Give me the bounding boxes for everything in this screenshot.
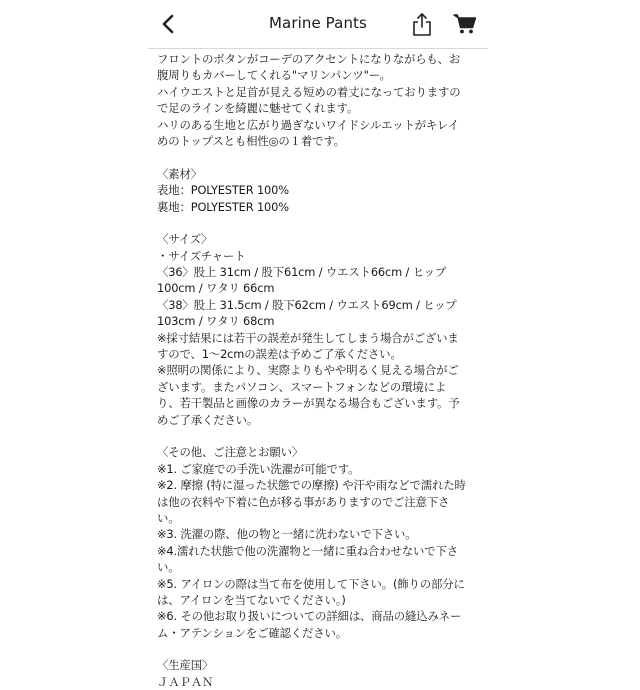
notes-line: ※6. その他お取り扱いについての詳細は、商品の縫込みネー	[157, 609, 462, 624]
spacer	[157, 641, 482, 657]
size-heading: 〈サイズ〉	[157, 232, 213, 247]
spacer	[157, 149, 482, 165]
notes-line: い。	[157, 510, 180, 525]
cart-button[interactable]	[453, 13, 477, 35]
size-line: ※照明の関係により、実際よりもやや明るく見える場合がご	[157, 363, 459, 378]
size-line: すので、1〜2cmの誤差は予めご了承ください。	[157, 347, 402, 362]
origin-value: ＪＡＰＡＮ	[157, 674, 214, 689]
product-description	[157, 51, 482, 690]
notes-line: ム・アテンションをご確認ください。	[157, 625, 348, 640]
nav-header	[148, 0, 488, 49]
notes-line: ※1. ご家庭での手洗い洗濯が可能です。	[157, 461, 360, 476]
notes-line: は、アイロンを当てないでください。)	[157, 592, 346, 607]
size-line: 〈36〉股上 31cm / 股下61cm / ウエスト66cm / ヒップ	[157, 265, 447, 280]
description-line: 腹周りもカバーしてくれる"マリンパンツ"ー。	[157, 68, 391, 83]
notes-line: は他の衣料や下着に色が移る事がありますのでご注意下さ	[157, 494, 450, 509]
size-line: ざいます。またパソコン、スマートフォンなどの環境によ	[157, 379, 447, 394]
size-line: 100cm / ワタリ 66cm	[157, 281, 275, 296]
share-icon	[411, 11, 433, 37]
material-heading: 〈素材〉	[157, 166, 202, 181]
size-line: ※採寸結果には若干の誤差が発生してしまう場合がございま	[157, 330, 459, 345]
notes-line: ※2. 摩擦 (特に湿った状態での摩擦) や汗や雨などで濡れた時	[157, 478, 466, 493]
page-title: Marine Pants	[269, 14, 367, 32]
notes-line: い。	[157, 560, 180, 575]
size-line: ・サイズチャート	[157, 248, 246, 263]
notes-line: ※3. 洗濯の際、他の物と一緒に洗わないで下さい。	[157, 527, 417, 542]
size-line: めご了承ください。	[157, 412, 259, 427]
material-line: 表地：POLYESTER 100%	[157, 183, 289, 198]
description-line: ハイウエストと足首が見える短めの着丈になっておりますの	[157, 84, 461, 99]
description-line: フロントのボタンがコーデのアクセントになりながらも、お	[157, 52, 461, 66]
cart-icon	[453, 13, 477, 35]
notes-line: ※5. アイロンの際は当て布を使用して下さい。(飾りの部分に	[157, 576, 465, 591]
material-line: 裏地：POLYESTER 100%	[157, 199, 289, 214]
size-line: 〈38〉股上 31.5cm / 股下62cm / ウエスト69cm / ヒップ	[157, 297, 457, 312]
size-line: 103cm / ワタリ 68cm	[157, 314, 275, 329]
notes-line: ※4.濡れた状態で他の洗濯物と一緒に重ね合わせないで下さ	[157, 543, 458, 558]
spacer	[157, 215, 482, 231]
description-line: で足のラインを綺麗に魅せてくれます。	[157, 101, 359, 116]
spacer	[157, 428, 482, 444]
description-line: めのトップスとも相性◎の１着です。	[157, 133, 345, 148]
description-line: ハリのある生地と広がり過ぎないワイドシルエットがキレイ	[157, 117, 459, 132]
origin-heading: 〈生産国〉	[157, 658, 214, 673]
size-line: り、若干製品と画像のカラーが異なる場合もございます。予	[157, 396, 460, 411]
share-button[interactable]	[411, 11, 433, 37]
notes-heading: 〈その他、ご注意とお願い〉	[157, 445, 304, 460]
